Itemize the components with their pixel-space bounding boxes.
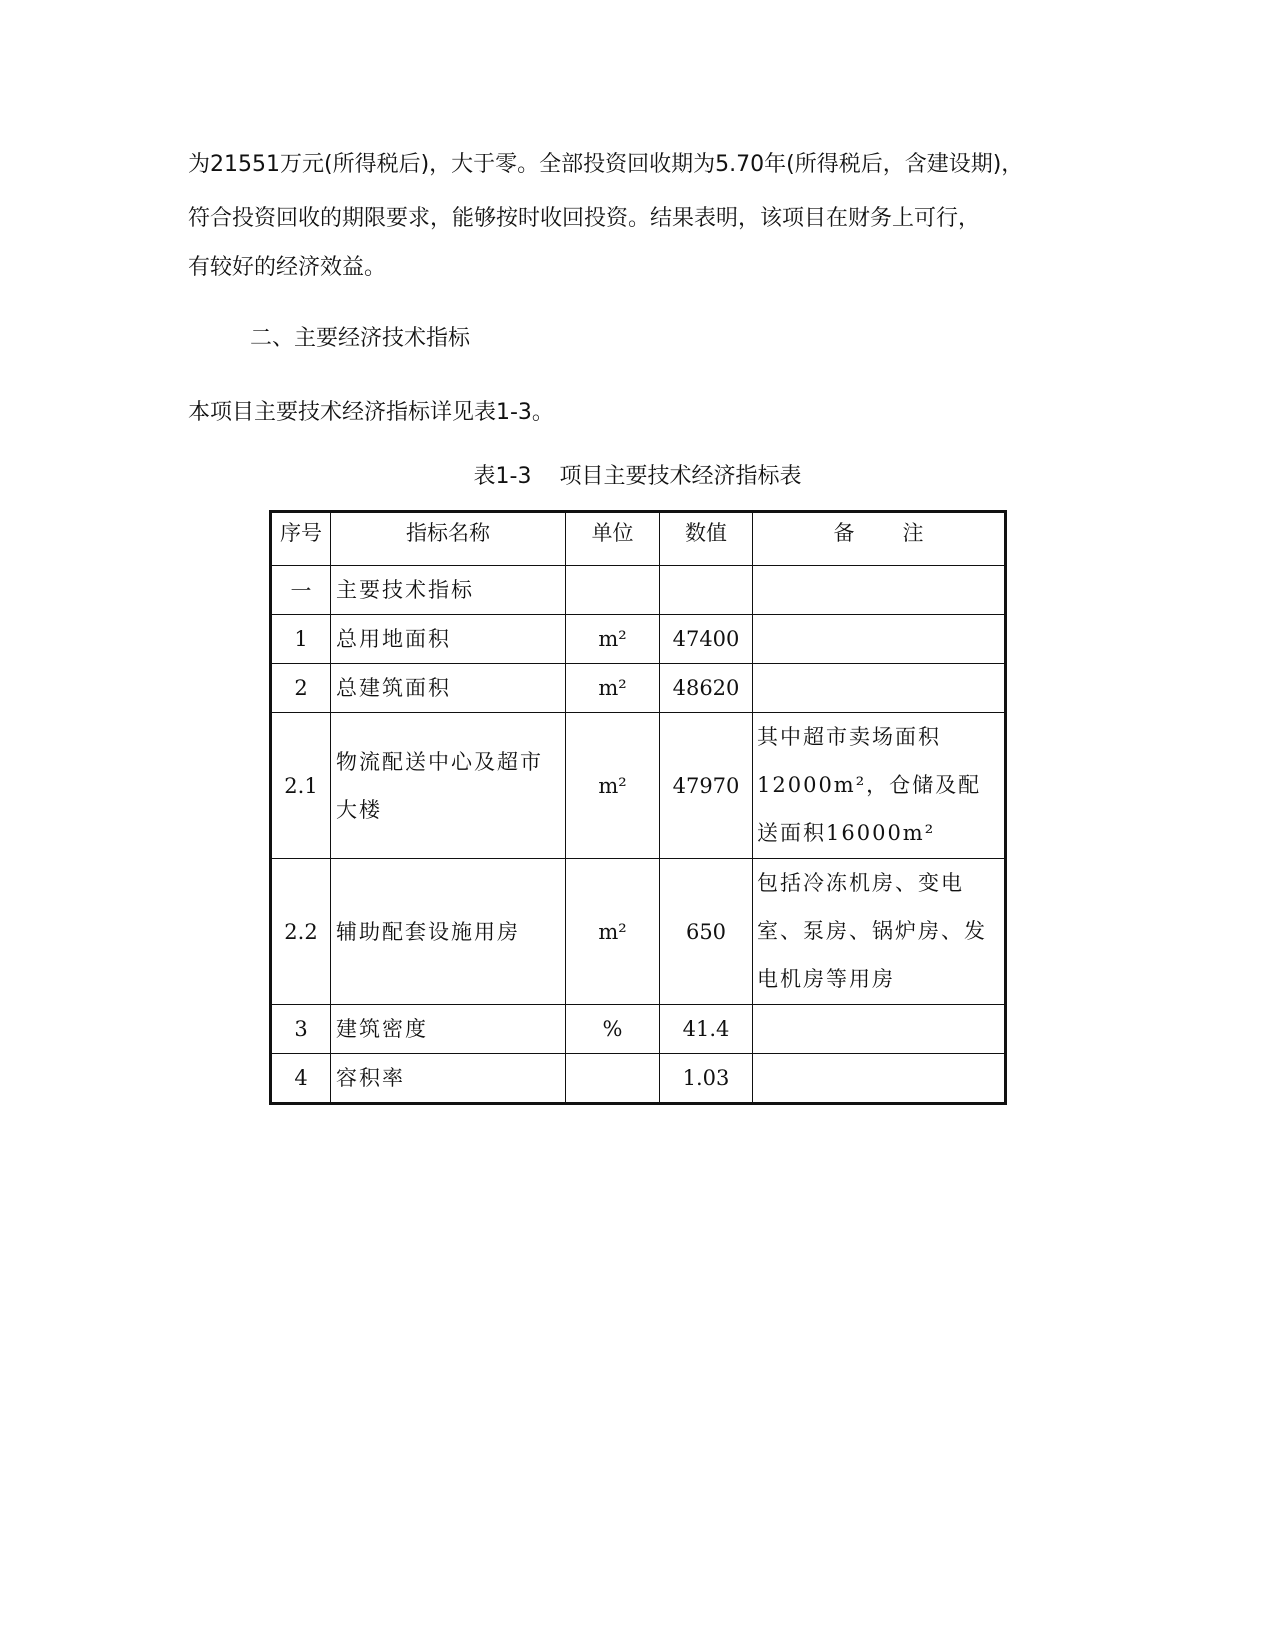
table-header-row xyxy=(271,512,1006,566)
cell-note xyxy=(753,566,1006,615)
cell-unit: m² xyxy=(566,713,660,859)
cell-no: 1 xyxy=(271,615,331,664)
cell-name: 总用地面积 xyxy=(331,615,566,664)
paragraph-line-2: 符合投资回收的期限要求，能够按时收回投资。结果表明，该项目在财务上可行， xyxy=(188,206,981,231)
table-row xyxy=(271,664,1006,713)
cell-note: 包括冷冻机房、变电室、泵房、锅炉房、发电机房等用房 xyxy=(753,859,1006,1005)
header-value: 数值 xyxy=(660,512,753,566)
table-intro: 本项目主要技术经济指标详见表1-3。 xyxy=(188,400,554,425)
cell-no: 4 xyxy=(271,1054,331,1104)
table-row xyxy=(271,713,1006,859)
table-row xyxy=(271,1005,1006,1054)
cell-name: 总建筑面积 xyxy=(331,664,566,713)
table-caption-title: 项目主要技术经济指标表 xyxy=(559,464,802,489)
cell-note xyxy=(753,1054,1006,1104)
cell-unit xyxy=(566,566,660,615)
cell-note xyxy=(753,1005,1006,1054)
paragraph-line-1: 为21551万元(所得税后)，大于零。全部投资回收期为5.70年(所得税后，含建设期)， xyxy=(188,152,1024,177)
header-name: 指标名称 xyxy=(331,512,566,566)
cell-value: 650 xyxy=(660,859,753,1005)
cell-name: 容积率 xyxy=(331,1054,566,1104)
header-unit: 单位 xyxy=(566,512,660,566)
header-note: 备注 xyxy=(753,512,1006,566)
cell-no: 3 xyxy=(271,1005,331,1054)
cell-name: 物流配送中心及超市大楼 xyxy=(331,713,566,859)
cell-no: 一 xyxy=(271,566,331,615)
cell-note xyxy=(753,615,1006,664)
cell-no: 2.1 xyxy=(271,713,331,859)
cell-value: 1.03 xyxy=(660,1054,753,1104)
cell-unit: % xyxy=(566,1005,660,1054)
cell-name: 辅助配套设施用房 xyxy=(331,859,566,1005)
cell-value xyxy=(660,566,753,615)
cell-note xyxy=(753,664,1006,713)
table-row xyxy=(271,1054,1006,1104)
table-row xyxy=(271,615,1006,664)
table-caption xyxy=(0,465,1275,489)
cell-name: 主要技术指标 xyxy=(331,566,566,615)
paragraph-line-3: 有较好的经济效益。 xyxy=(188,255,387,280)
cell-unit xyxy=(566,1054,660,1104)
cell-note: 其中超市卖场面积12000m²，仓储及配送面积16000m² xyxy=(753,713,1006,859)
cell-no: 2.2 xyxy=(271,859,331,1005)
cell-value: 41.4 xyxy=(660,1005,753,1054)
cell-unit: m² xyxy=(566,859,660,1005)
cell-unit: m² xyxy=(566,615,660,664)
section-heading: 二、主要经济技术指标 xyxy=(250,326,471,351)
header-no: 序号 xyxy=(271,512,331,566)
cell-value: 47400 xyxy=(660,615,753,664)
indicators-table xyxy=(269,510,1007,1105)
table-caption-number: 表1-3 xyxy=(473,464,532,489)
cell-name: 建筑密度 xyxy=(331,1005,566,1054)
cell-unit: m² xyxy=(566,664,660,713)
table-row xyxy=(271,566,1006,615)
table-row xyxy=(271,859,1006,1005)
cell-no: 2 xyxy=(271,664,331,713)
cell-value: 47970 xyxy=(660,713,753,859)
cell-value: 48620 xyxy=(660,664,753,713)
